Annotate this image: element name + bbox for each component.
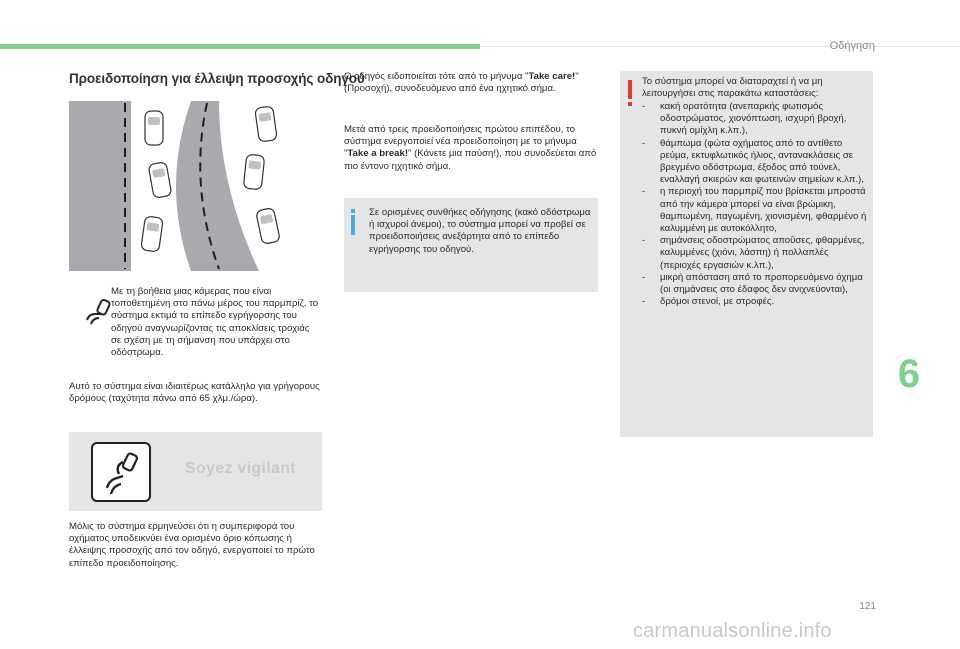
first-alert-after: " (Προσοχή), συνοδευόμενο από ένα ηχητικό σήμα. (344, 71, 579, 95)
info-note-text: Σε ορισμένες συνθήκες οδήγησης (κακό οδόστρωμα ή ισχυροί άνεμοι), το σύστημα μπορεί να προβεί σε προειδοποιήσεις ανεξάρτητα από το επίπεδο εγρήγορσης του οδηγού. (369, 207, 591, 255)
first-alert-text (344, 71, 599, 95)
second-alert-message: Take a break! (347, 148, 409, 160)
warning-list (642, 101, 870, 308)
camera-description-text: Με τη βοήθεια μιας κάμερας που είναι τοποθετημένη στο πάνω μέρος του παρμπρίζ, το σύστημα εκτιμά το επίπεδο εγρήγορσης του οδηγού αναγνωρίζοντας τις αποκλίσεις τροχιάς σε σχέση με τη σήμανση που υπάρχει στο οδόστρωμα. (111, 286, 319, 359)
warning-item: - σημάνσεις οδοστρώματος αποΰσες, φθαρμένες, καλυμμένες (χιόνι, λάσπη) ή πολλαπλές (περιοχές εργασιών κ.λπ.), (642, 235, 865, 271)
chapter-name: Οδήγηση (829, 40, 875, 52)
first-alert-before: Ο οδηγός ειδοποιείται τότε από το μήνυμα " (344, 71, 529, 82)
warning-item: - κακή ορατότητα (ανεπαρκής φωτισμός οδοστρώματος, χιονόπτωση, ισχυρή βροχή, πυκνή ομίχλη κ.λπ.), (642, 101, 847, 137)
watermark: carmanualsonline.info (633, 620, 832, 642)
page-title: Προειδοποίηση για έλλειψη προσοχής οδηγού (69, 71, 365, 86)
second-alert-before: Μετά από τρεις προειδοποιήσεις πρώτου επιπέδου, το σύστημα ενεργοποιεί νέα προειδοποίηση με το μήνυμα " (344, 124, 577, 160)
chapter-color-bar (0, 44, 480, 49)
lane-drift-diagram (69, 101, 322, 271)
warning-item: - θάμπωμα (φώτα οχήματος από το αντίθετο ρεύμα, εκτυφλωτικός ήλιος, αντανακλάσεις σε βρεγμένο οδόστρωμα, έξοδος από τούνελ, εναλλαγή σκιερών και φωτεινών σημείων κ.λπ.), (642, 137, 865, 186)
drowsy-driver-icon (91, 442, 151, 502)
second-alert-text (344, 124, 599, 173)
warning-item: - η περιοχή του παρμπρίζ που βρίσκεται μπροστά από την κάμερα μπορεί να είναι βρώμικη, θαμπωμένη, παγωμένη, χιονισμένη, φθαρμένο ή καλυμμένη με αυτοκόλλητο, (642, 186, 867, 235)
lane-drift-illustration (69, 101, 322, 271)
info-note (344, 198, 598, 292)
warning-icon (627, 80, 633, 108)
chapter-number: 6 (897, 352, 921, 396)
suitability-text: Αυτό το σύστημα είναι ιδιαιτέρως κατάλληλο για γρήγορους δρόμους (ταχύτητα πάνω από 65 χλμ./ώρα). (69, 381, 320, 405)
second-alert-after: " (Κάνετε μια παύση!), που συνοδεύεται από πιο έντονο ηχητικό σήμα. (344, 148, 597, 172)
warning-intro: Το σύστημα μπορεί να διαταραχτεί ή να μη λειτουργήσει στις παρακάτω καταστάσεις: (642, 76, 823, 100)
first-alert-message: Take care! (528, 71, 576, 82)
warning-box (620, 71, 873, 437)
info-icon (349, 209, 357, 237)
header-divider (480, 46, 960, 47)
banner-display-text: Soyez vigilant (185, 460, 296, 477)
level-one-text: Μόλις το σύστημα ερμηνεύσει ότι η συμπεριφορά του οχήματος υποδεικνύει ένα ορισμένο όριο κόπωσης ή έλλειψης προσοχής από τον οδηγό, ενεργοποιεί το πρώτο επίπεδο προειδοποίησης. (69, 521, 315, 569)
page-number: 121 (859, 601, 876, 612)
warning-item: - μικρή απόσταση από το προπορευόμενο όχημα (οι σημάνσεις στο έδαφος δεν ανιχνεύονται), (642, 271, 863, 296)
warning-item: - δρόμοι στενοί, με στροφές. (642, 296, 775, 308)
instrument-panel-message (69, 432, 322, 511)
